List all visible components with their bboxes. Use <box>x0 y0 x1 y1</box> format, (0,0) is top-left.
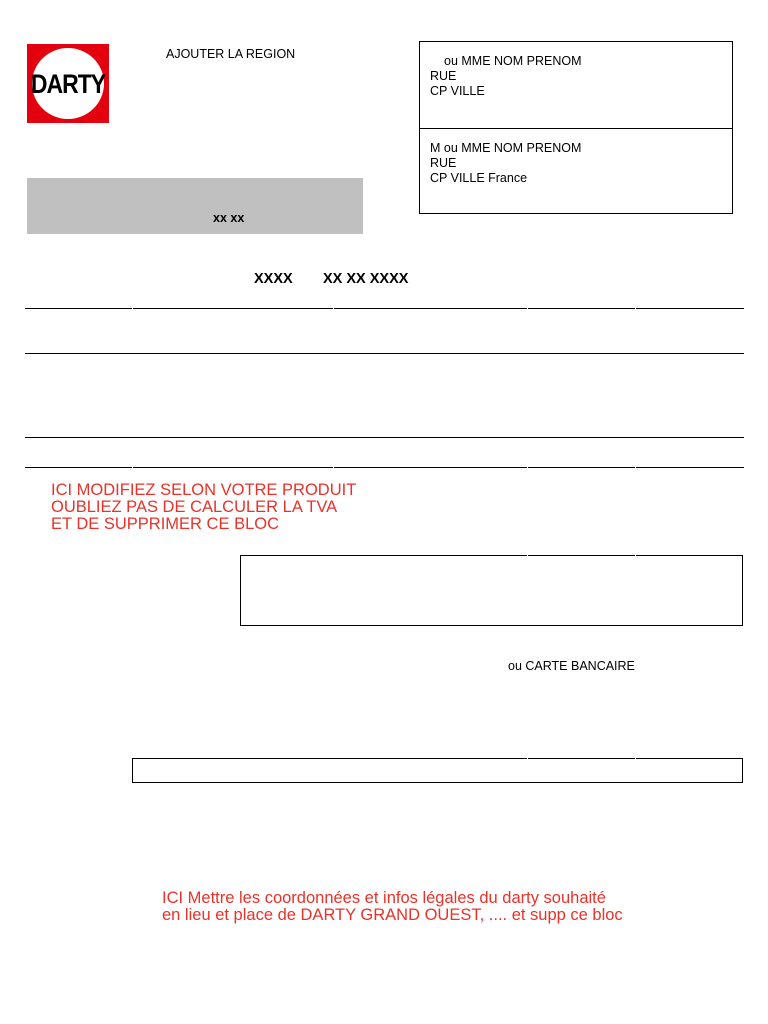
totals-box <box>240 555 743 626</box>
table-rule <box>25 437 744 438</box>
rule-gap <box>635 466 636 469</box>
table-rule <box>25 353 744 354</box>
recipient-top-city: CP VILLE <box>430 84 485 98</box>
legal-notice <box>162 890 623 924</box>
rule-gap <box>635 307 636 310</box>
rule-gap <box>333 466 334 469</box>
recipient-top-street: RUE <box>430 69 457 83</box>
info-bar-text: xx xx <box>213 211 245 225</box>
recipient-top-name: ou MME NOM PRENOM <box>444 54 582 68</box>
recipient-bottom-name: M ou MME NOM PRENOM <box>430 141 582 155</box>
rule-gap <box>527 757 528 760</box>
product-notice-line: ICI MODIFIEZ SELON VOTRE PRODUIT <box>51 481 357 499</box>
rule-gap <box>132 466 133 469</box>
rule-gap <box>132 307 133 310</box>
product-notice <box>51 482 356 533</box>
info-bar <box>27 178 363 234</box>
logo-text: DARTY <box>30 68 106 99</box>
rule-gap <box>635 554 636 557</box>
recipient-bottom-street: RUE <box>430 156 457 170</box>
darty-logo <box>27 44 109 123</box>
rule-gap <box>333 307 334 310</box>
legal-notice-line: en lieu et place de DARTY GRAND OUEST, .... et supp ce bloc <box>162 906 623 924</box>
payment-method: ou CARTE BANCAIRE <box>508 659 635 673</box>
legal-notice-line: ICI Mettre les coordonnées et infos légales du darty souhaité <box>162 889 606 907</box>
invoice-date: XX XX XXXX <box>323 271 409 287</box>
rule-gap <box>527 554 528 557</box>
address-divider <box>420 128 732 129</box>
payment-box <box>132 758 743 783</box>
recipient-address-box <box>419 41 733 214</box>
product-notice-line: OUBLIEZ PAS DE CALCULER LA TVA <box>51 498 338 516</box>
rule-gap <box>527 307 528 310</box>
rule-gap <box>635 757 636 760</box>
rule-gap <box>527 466 528 469</box>
invoice-number: XXXX <box>254 271 293 287</box>
product-notice-line: ET DE SUPPRIMER CE BLOC <box>51 515 279 533</box>
region-label: AJOUTER LA REGION <box>166 47 296 61</box>
recipient-bottom-city: CP VILLE France <box>430 171 528 185</box>
